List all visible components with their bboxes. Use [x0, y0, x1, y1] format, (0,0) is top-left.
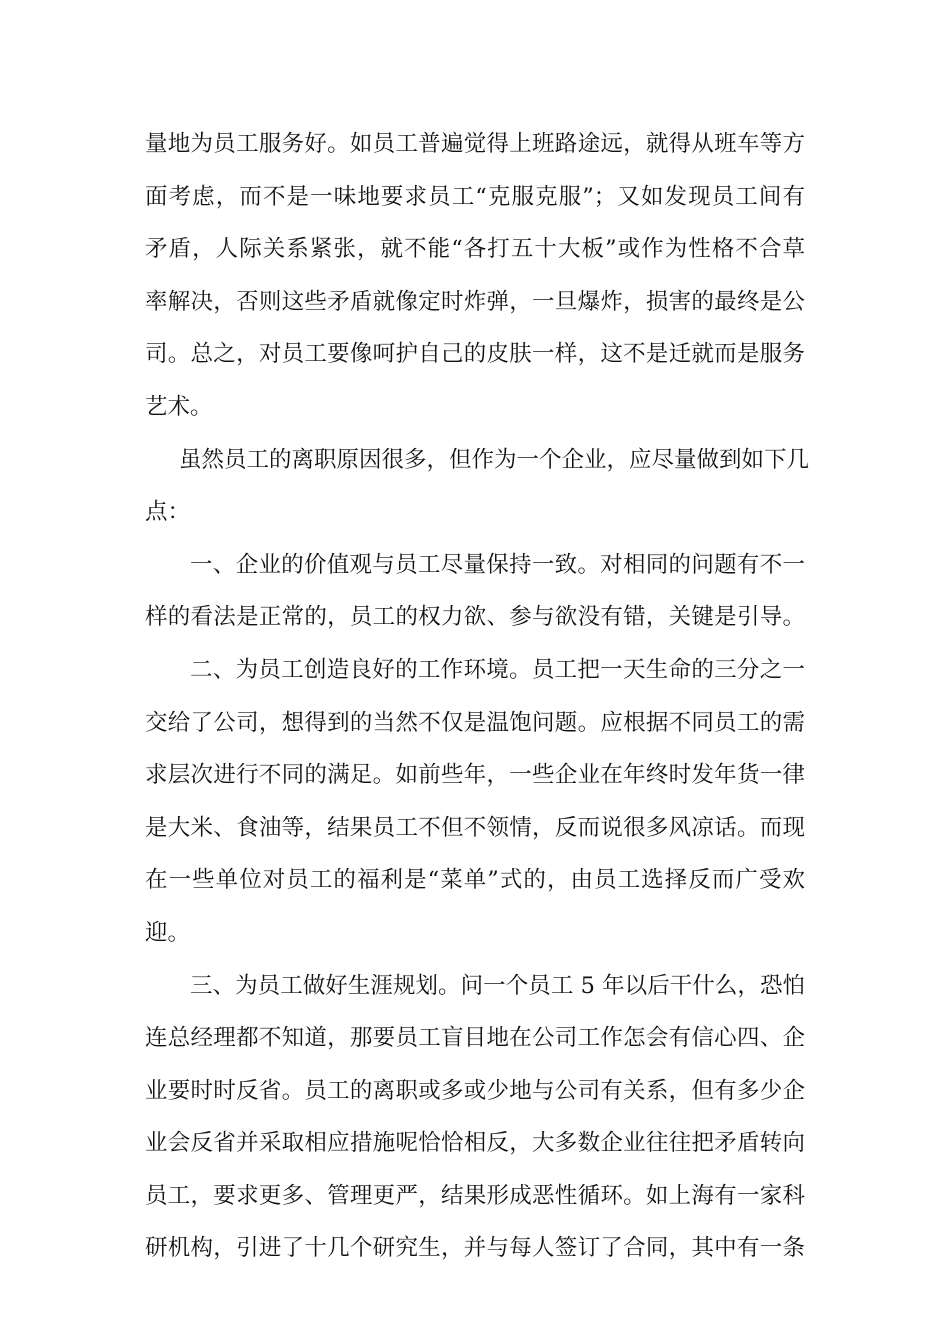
text-line: 面考虑，而不是一味地要求员工“克服克服”；又如发现员工间有 — [145, 183, 805, 210]
text-line: 司。总之，对员工要像呵护自己的皮肤一样，这不是迁就而是服务 — [145, 341, 805, 368]
text-line: 连总经理都不知道，那要员工盲目地在公司工作怎会有信心四、企 — [145, 1025, 805, 1052]
text-line: 迎。 — [145, 919, 191, 946]
text-line: 样的看法是正常的，员工的权力欲、参与欲没有错，关键是引导。 — [145, 604, 805, 631]
text-line: 虽然员工的离职原因很多，但作为一个企业，应尽量做到如下几 — [179, 446, 810, 473]
text-line: 是大米、食油等，结果员工不但不领情，反而说很多风凉话。而现 — [145, 814, 805, 841]
text-line: 员工，要求更多、管理更严，结果形成恶性循环。如上海有一家科 — [145, 1182, 805, 1209]
text-line: 一、企业的价值观与员工尽量保持一致。对相同的问题有不一 — [190, 551, 805, 578]
text-line: 艺术。 — [145, 393, 213, 420]
text-line: 点： — [145, 499, 191, 526]
text-line: 二、为员工创造良好的工作环境。员工把一天生命的三分之一 — [190, 656, 805, 683]
paragraph-point-one — [145, 539, 805, 644]
text-line: 求层次进行不同的满足。如前些年，一些企业在年终时发年货一律 — [145, 762, 805, 789]
text-line: 矛盾，人际关系紧张，就不能“各打五十大板”或作为性格不合草 — [145, 236, 805, 263]
paragraph-point-three — [145, 960, 805, 1276]
text-line: 率解决，否则这些矛盾就像定时炸弹，一旦爆炸，损害的最终是公 — [145, 288, 805, 315]
text-line: 业要时时反省。员工的离职或多或少地与公司有关系，但有多少企 — [145, 1077, 805, 1104]
text-line: 量地为员工服务好。如员工普遍觉得上班路途远，就得从班车等方 — [145, 131, 805, 157]
text-line: 三、为员工做好生涯规划。问一个员工 5 年以后干什么，恐怕 — [190, 972, 805, 999]
paragraph-staff-service — [145, 118, 805, 434]
text-line: 交给了公司，想得到的当然不仅是温饱问题。应根据不同员工的需 — [145, 709, 805, 736]
paragraph-intro-points — [145, 434, 810, 539]
text-line: 业会反省并采取相应措施呢恰恰相反，大多数企业往往把矛盾转向 — [145, 1130, 805, 1157]
text-line: 研机构，引进了十几个研究生，并与每人签订了合同，其中有一条 — [145, 1235, 805, 1262]
paragraph-point-two — [145, 644, 805, 960]
text-line: 在一些单位对员工的福利是“菜单”式的，由员工选择反而广受欢 — [145, 867, 805, 894]
body-text — [145, 118, 810, 1275]
